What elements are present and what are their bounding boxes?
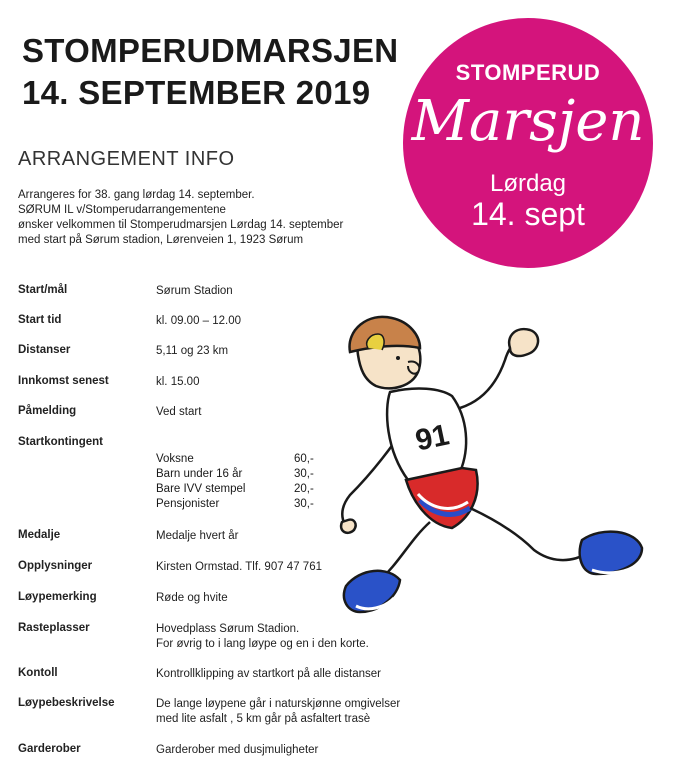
event-title-date: 14. SEPTEMBER 2019 xyxy=(22,74,371,111)
info-value: Garderober med dusjmuligheter xyxy=(156,744,319,756)
info-label: Løypebeskrivelse xyxy=(18,697,115,709)
info-label: Løypemerking xyxy=(18,591,97,603)
info-value-line: Hovedplass Sørum Stadion. xyxy=(156,623,300,635)
info-value-line: For øvrig to i lang løype og en i den korte. xyxy=(156,638,369,650)
intro-text xyxy=(18,188,398,248)
info-value: Ved start xyxy=(156,406,202,418)
intro-line: med start på Sørum stadion, Lørenveien 1, 1923 Sørum xyxy=(18,234,304,246)
badge-line-stomperud: STOMPERUD xyxy=(455,60,601,85)
fee-name: Voksne xyxy=(156,453,194,465)
fee-name: Bare IVV stempel xyxy=(156,483,246,495)
fee-row xyxy=(156,452,326,467)
fee-row xyxy=(156,482,326,497)
fee-amount: 60,- xyxy=(294,453,314,465)
event-title xyxy=(22,30,398,114)
info-value: Kontrollklipping av startkort på alle distanser xyxy=(156,668,382,680)
badge-line-marsjen: Marsjen xyxy=(411,89,645,154)
fee-row xyxy=(156,497,326,512)
info-label: Opplysninger xyxy=(18,560,93,572)
fee-amount: 20,- xyxy=(294,483,314,495)
info-label: Start tid xyxy=(18,314,62,326)
info-value xyxy=(156,697,400,727)
info-label: Påmelding xyxy=(18,405,77,417)
fee-row xyxy=(156,467,326,482)
info-label: Startkontingent xyxy=(18,436,103,448)
fee-amount: 30,- xyxy=(294,498,314,510)
badge-line-day: Lørdag xyxy=(489,170,567,197)
intro-line: ønsker velkommen til Stomperudmarsjen Lørdag 14. september xyxy=(18,219,344,231)
info-value-line: med lite asfalt , 5 km går på asfaltert trasè xyxy=(156,713,371,725)
info-label: Kontoll xyxy=(18,667,58,679)
info-label: Garderober xyxy=(18,743,81,755)
info-value: Sørum Stadion xyxy=(156,285,233,297)
runner-illustration xyxy=(320,300,680,630)
info-label: Distanser xyxy=(18,344,71,356)
runner-bib-number: 91 xyxy=(412,418,453,458)
info-label: Innkomst senest xyxy=(18,375,109,387)
event-badge xyxy=(403,18,653,268)
info-label: Rasteplasser xyxy=(18,622,90,634)
fee-list xyxy=(156,452,326,512)
info-label: Start/mål xyxy=(18,284,68,296)
badge-line-date: 14. sept xyxy=(471,196,585,232)
section-heading: ARRANGEMENT INFO xyxy=(18,148,235,170)
fee-name: Pensjonister xyxy=(156,498,220,510)
info-value: 5,11 og 23 km xyxy=(156,345,229,357)
event-title-name: STOMPERUDMARSJEN xyxy=(22,32,399,69)
fee-amount: 30,- xyxy=(294,468,314,480)
info-value-line: De lange løypene går i naturskjønne omgivelser xyxy=(156,698,401,710)
info-value: kl. 15.00 xyxy=(156,376,200,388)
info-label: Medalje xyxy=(18,529,61,541)
intro-line: SØRUM IL v/Stomperudarrangementene xyxy=(18,204,226,216)
info-value: Røde og hvite xyxy=(156,592,228,604)
info-value: Kirsten Ormstad. Tlf. 907 47 761 xyxy=(156,561,322,573)
intro-line: Arrangeres for 38. gang lørdag 14. september. xyxy=(18,189,255,201)
info-value: kl. 09.00 – 12.00 xyxy=(156,315,242,327)
fee-name: Barn under 16 år xyxy=(156,468,243,480)
info-value: Medalje hvert år xyxy=(156,530,239,542)
